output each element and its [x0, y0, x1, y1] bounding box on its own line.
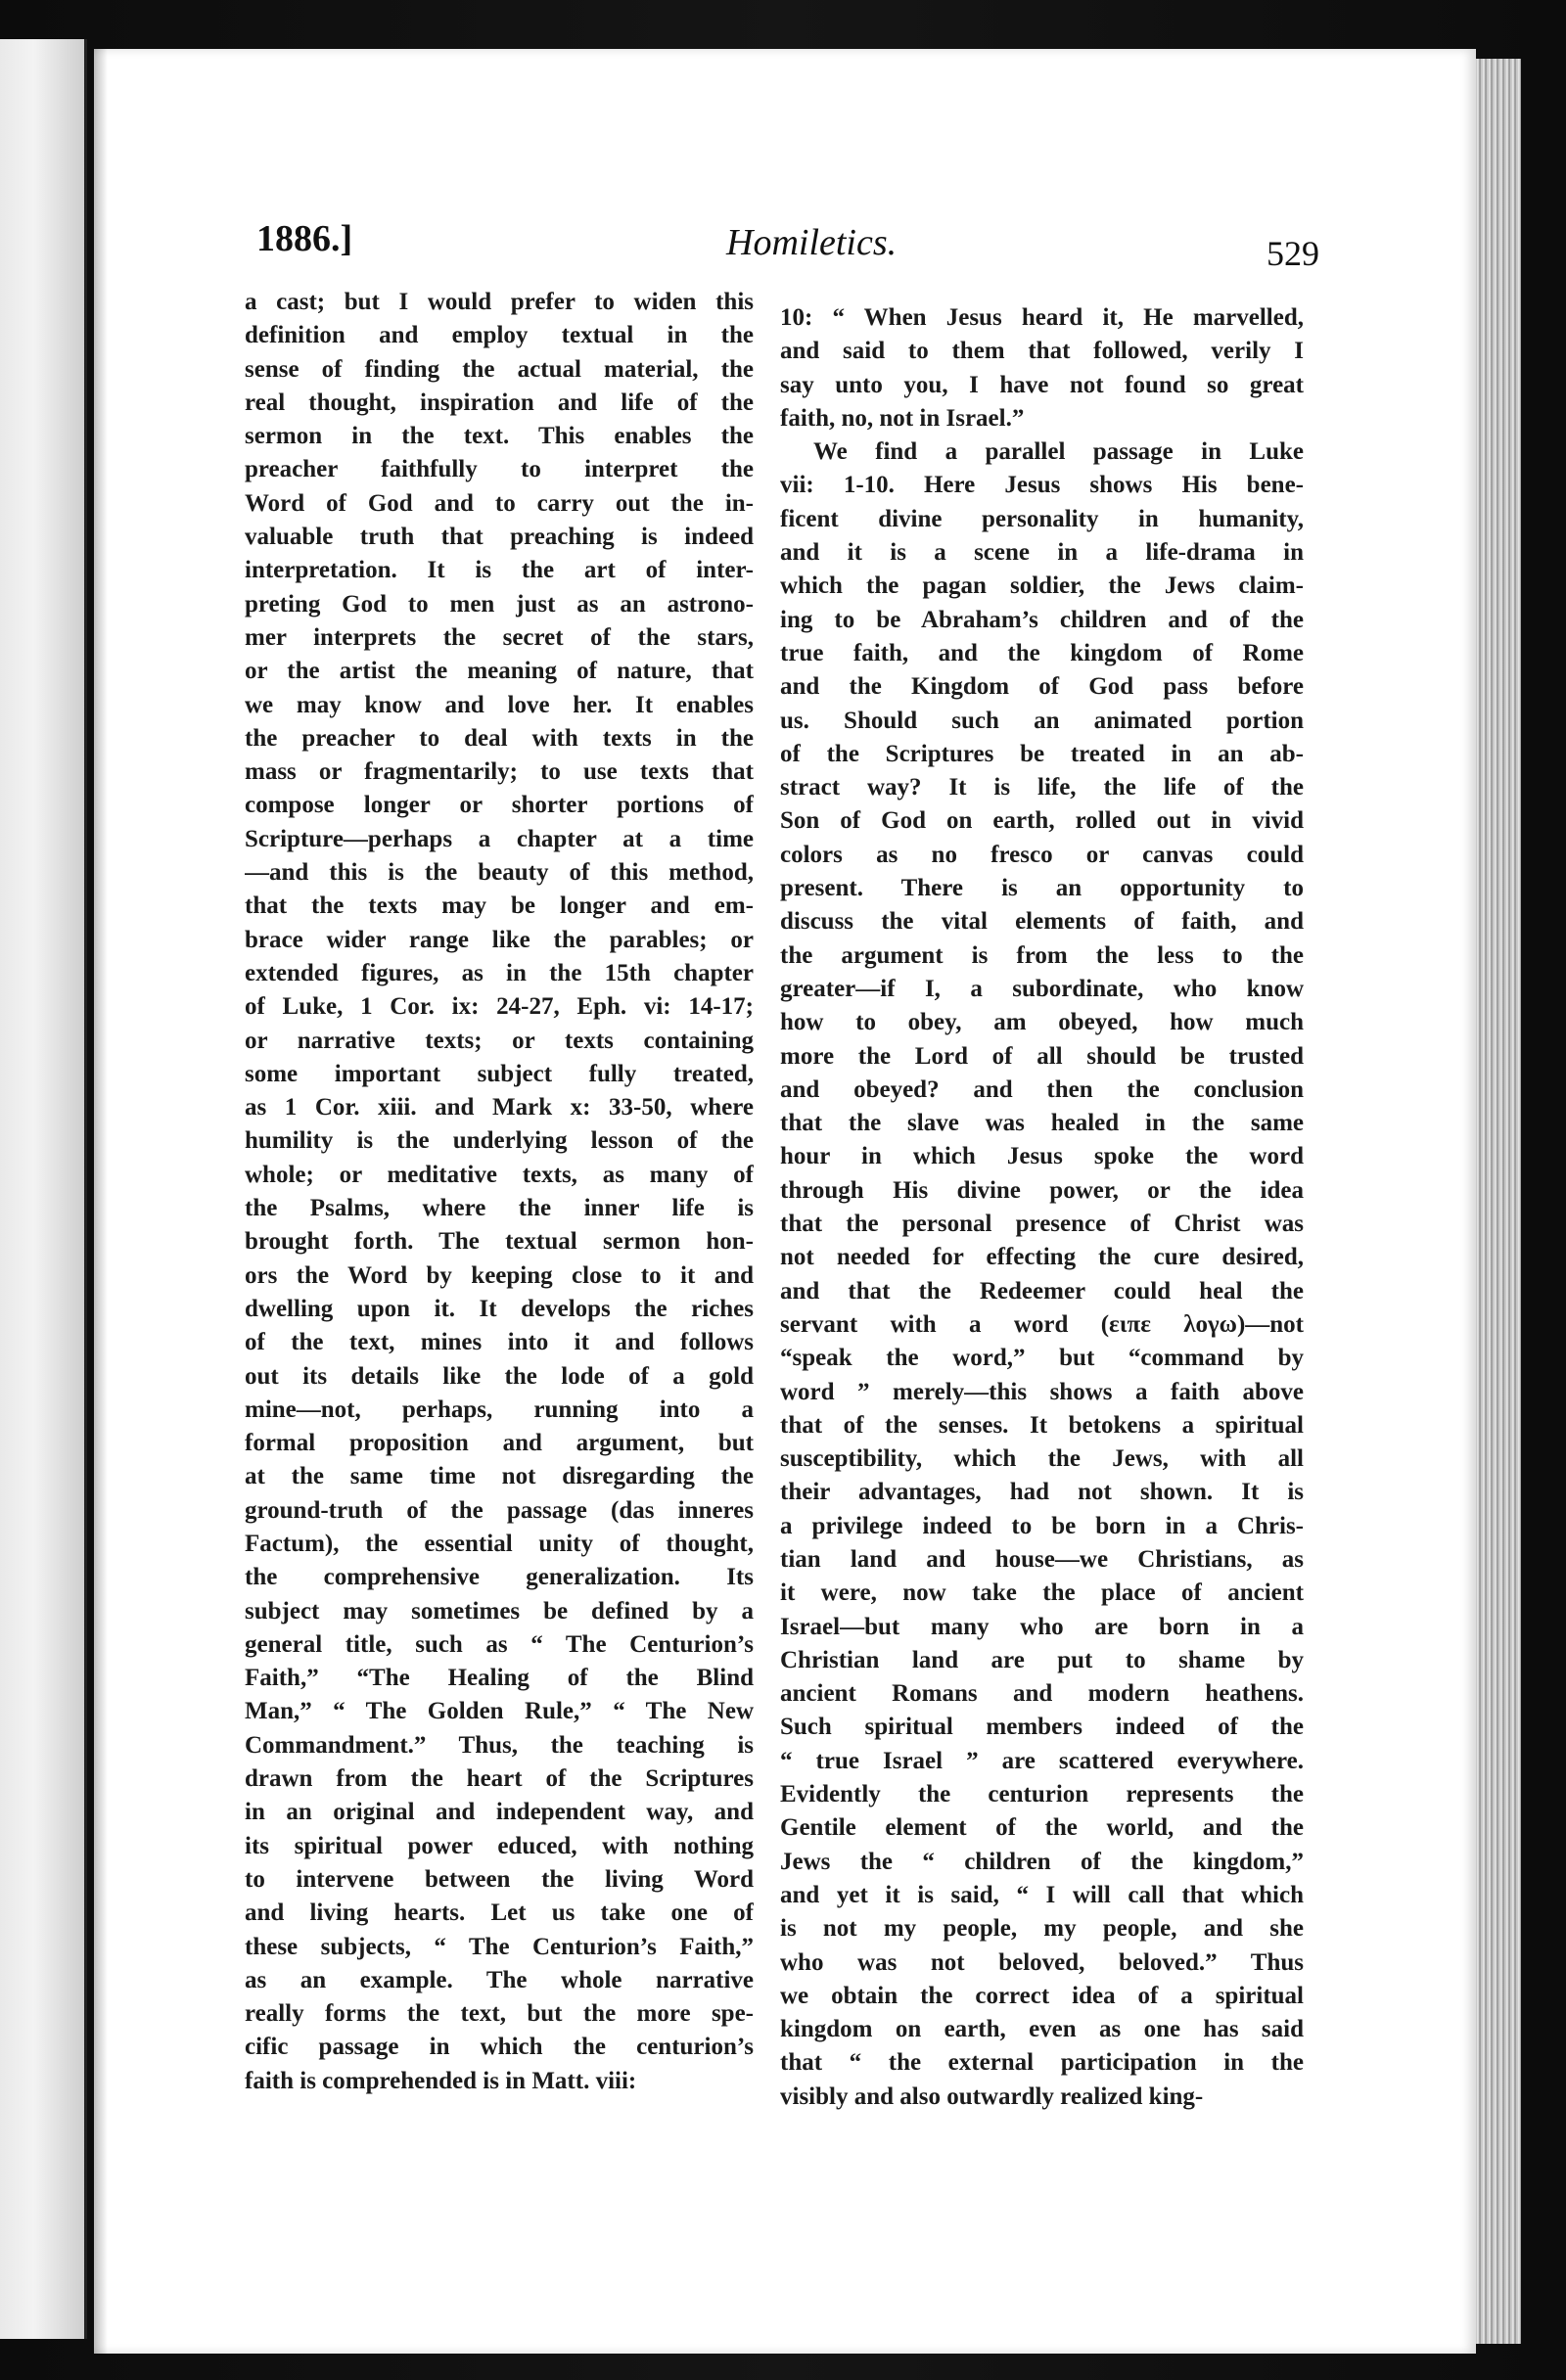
text-line: how to obey, am obeyed, how much [780, 1009, 1304, 1036]
text-line: we obtain the correct idea of a spiritual [780, 1982, 1304, 2009]
header-title: Homiletics. [726, 222, 898, 263]
text-line: say unto you, I have not found so great [780, 371, 1304, 398]
text-line: mer interprets the secret of the stars, [245, 623, 754, 651]
text-line: these subjects, “ The Centurion’s Faith,” [245, 1933, 754, 1960]
text-line: cific passage in which the centurion’s [245, 2034, 754, 2061]
text-line: valuable truth that preaching is indeed [245, 524, 754, 551]
text-line: and obeyed? and then the conclusion [780, 1076, 1304, 1103]
text-line: colors as no fresco or canvas could [780, 841, 1304, 868]
text-line: Faith,” “The Healing of the Blind [245, 1665, 754, 1692]
text-line: it were, now take the place of ancient [780, 1579, 1304, 1607]
text-line: and living hearts. Let us take one of [245, 1899, 754, 1927]
text-line: the argument is from the less to the [780, 941, 1304, 969]
text-line: some important subject fully treated, [245, 1060, 754, 1087]
text-line: sense of finding the actual material, the [245, 355, 754, 383]
text-line: and it is a scene in a life-drama in [780, 539, 1304, 567]
text-line: susceptibility, which the Jews, with all [780, 1445, 1304, 1473]
text-line: which the pagan soldier, the Jews claim- [780, 572, 1304, 600]
text-line: their advantages, had not shown. It is [780, 1479, 1304, 1506]
text-line: and said to them that followed, verily I [780, 338, 1304, 365]
text-line: ficent divine personality in humanity, [780, 505, 1304, 532]
header-year: 1886.] [256, 218, 353, 259]
text-line: extended figures, as in the 15th chapter [245, 959, 754, 986]
text-line: out its details like the lode of a gold [245, 1362, 754, 1390]
text-line: kingdom on earth, even as one has said [780, 2016, 1304, 2043]
text-line: not needed for effecting the cure desired, [780, 1244, 1304, 1271]
text-line: dwelling upon it. It develops the riches [245, 1295, 754, 1322]
text-line: of Luke, 1 Cor. ix: 24-27, Eph. vi: 14-17; [245, 993, 754, 1021]
text-line: Gentile element of the world, and the [780, 1814, 1304, 1842]
text-line: in an original and independent way, and [245, 1799, 754, 1826]
text-line: true faith, and the kingdom of Rome [780, 639, 1304, 666]
text-line: preting God to men just as an astrono- [245, 590, 754, 618]
text-line: who was not beloved, beloved.” Thus [780, 1948, 1304, 1976]
text-line: that of the senses. It betokens a spiritual [780, 1411, 1304, 1439]
spine-shadow [94, 49, 108, 2354]
text-line: to intervene between the living Word [245, 1865, 754, 1893]
text-line: “ true Israel ” are scattered everywhere. [780, 1747, 1304, 1774]
text-line: a privilege indeed to be born in a Chris- [780, 1512, 1304, 1539]
text-line: that the personal presence of Christ was [780, 1211, 1304, 1238]
text-line: brace wider range like the parables; or [245, 926, 754, 953]
text-line: Israel—but many who are born in a [780, 1613, 1304, 1640]
text-line: Son of God on earth, rolled out in vivid [780, 807, 1304, 835]
text-line: servant with a word (ειπε λογω)—not [780, 1310, 1304, 1338]
text-line: and the Kingdom of God pass before [780, 673, 1304, 701]
text-line: greater—if I, a subordinate, who know [780, 975, 1304, 1002]
text-line: general title, such as “ The Centurion’s [245, 1630, 754, 1658]
page-number: 529 [1267, 234, 1319, 273]
text-line: present. There is an opportunity to [780, 875, 1304, 902]
page-stack-edge [1476, 59, 1521, 2344]
text-line: We find a parallel passage in Luke [813, 438, 1304, 466]
text-line: us. Should such an animated portion [780, 707, 1304, 734]
text-line: discuss the vital elements of faith, and [780, 908, 1304, 936]
text-line: the comprehensive generalization. Its [245, 1564, 754, 1591]
text-line: whole; or meditative texts, as many of [245, 1161, 754, 1188]
text-line: mine—not, perhaps, running into a [245, 1396, 754, 1423]
text-line: visibly and also outwardly realized king- [780, 2082, 1204, 2110]
text-line: stract way? It is life, the life of the [780, 774, 1304, 801]
text-line: Word of God and to carry out the in- [245, 489, 754, 517]
text-line: —and this is the beauty of this method, [245, 859, 754, 887]
text-line: ing to be Abraham’s children and of the [780, 606, 1304, 633]
text-line: Scripture—perhaps a chapter at a time [245, 825, 754, 852]
running-header [256, 211, 1319, 280]
text-line: real thought, inspiration and life of the [245, 389, 754, 416]
text-line: Christian land are put to shame by [780, 1646, 1304, 1673]
text-line: drawn from the heart of the Scriptures [245, 1765, 754, 1793]
text-line: formal proposition and argument, but [245, 1430, 754, 1457]
text-line: that the texts may be longer and em- [245, 892, 754, 920]
text-line: hour in which Jesus spoke the word [780, 1143, 1304, 1170]
text-line: mass or fragmentarily; to use texts that [245, 758, 754, 786]
text-line: definition and employ textual in the [245, 322, 754, 349]
text-line: that the slave was healed in the same [780, 1110, 1304, 1137]
text-line: 10: “ When Jesus heard it, He marvelled, [780, 304, 1304, 331]
text-line: tian land and house—we Christians, as [780, 1545, 1304, 1573]
text-line: ground-truth of the passage (das inneres [245, 1496, 754, 1524]
text-line: at the same time not disregarding the [245, 1463, 754, 1490]
text-line: is not my people, my people, and she [780, 1915, 1304, 1943]
left-text-column [245, 286, 754, 2098]
right-text-column [780, 301, 1304, 2114]
text-line: and yet it is said, “ I will call that which [780, 1881, 1304, 1908]
text-line: and that the Redeemer could heal the [780, 1277, 1304, 1304]
text-line: brought forth. The textual sermon hon- [245, 1228, 754, 1256]
text-line: faith, no, not in Israel.” [780, 404, 1025, 432]
text-line: as an example. The whole narrative [245, 1966, 754, 1993]
text-line: more the Lord of all should be trusted [780, 1042, 1304, 1070]
text-line: ancient Romans and modern heathens. [780, 1680, 1304, 1708]
text-line: that “ the external participation in the [780, 2049, 1304, 2077]
text-line: Man,” “ The Golden Rule,” “ The New [245, 1698, 754, 1725]
text-line: faith is comprehended is in Matt. viii: [245, 2067, 637, 2094]
text-line: of the text, mines into it and follows [245, 1329, 754, 1356]
text-line: of the Scriptures be treated in an ab- [780, 740, 1304, 767]
text-line: really forms the text, but the more spe- [245, 2000, 754, 2028]
text-line: “speak the word,” but “command by [780, 1345, 1304, 1372]
text-line: subject may sometimes be defined by a [245, 1597, 754, 1625]
text-line: Jews the “ children of the kingdom,” [780, 1848, 1304, 1875]
text-line: compose longer or shorter portions of [245, 792, 754, 819]
text-line: its spiritual power educed, with nothing [245, 1832, 754, 1859]
text-line: Evidently the centurion represents the [780, 1781, 1304, 1808]
text-line: the preacher to deal with texts in the [245, 724, 754, 752]
text-line: word ” merely—this shows a faith above [780, 1378, 1304, 1405]
text-line: preacher faithfully to interpret the [245, 456, 754, 483]
text-line: sermon in the text. This enables the [245, 423, 754, 450]
text-line: humility is the underlying lesson of the [245, 1127, 754, 1155]
text-line: or the artist the meaning of nature, that [245, 658, 754, 685]
text-line: through His divine power, or the idea [780, 1176, 1304, 1204]
facing-page-edge [0, 39, 87, 2339]
text-line: as 1 Cor. xiii. and Mark x: 33-50, where [245, 1094, 754, 1121]
text-line: we may know and love her. It enables [245, 691, 754, 718]
text-line: interpretation. It is the art of inter- [245, 557, 754, 584]
text-line: Such spiritual members indeed of the [780, 1714, 1304, 1741]
text-line: Factum), the essential unity of thought, [245, 1530, 754, 1557]
text-line: Commandment.” Thus, the teaching is [245, 1731, 754, 1759]
text-line: ors the Word by keeping close to it and [245, 1261, 754, 1289]
text-line: vii: 1-10. Here Jesus shows His bene- [780, 472, 1304, 499]
text-line: a cast; but I would prefer to widen this [245, 289, 754, 315]
text-line: or narrative texts; or texts containing [245, 1027, 754, 1054]
text-line: the Psalms, where the inner life is [245, 1195, 754, 1222]
